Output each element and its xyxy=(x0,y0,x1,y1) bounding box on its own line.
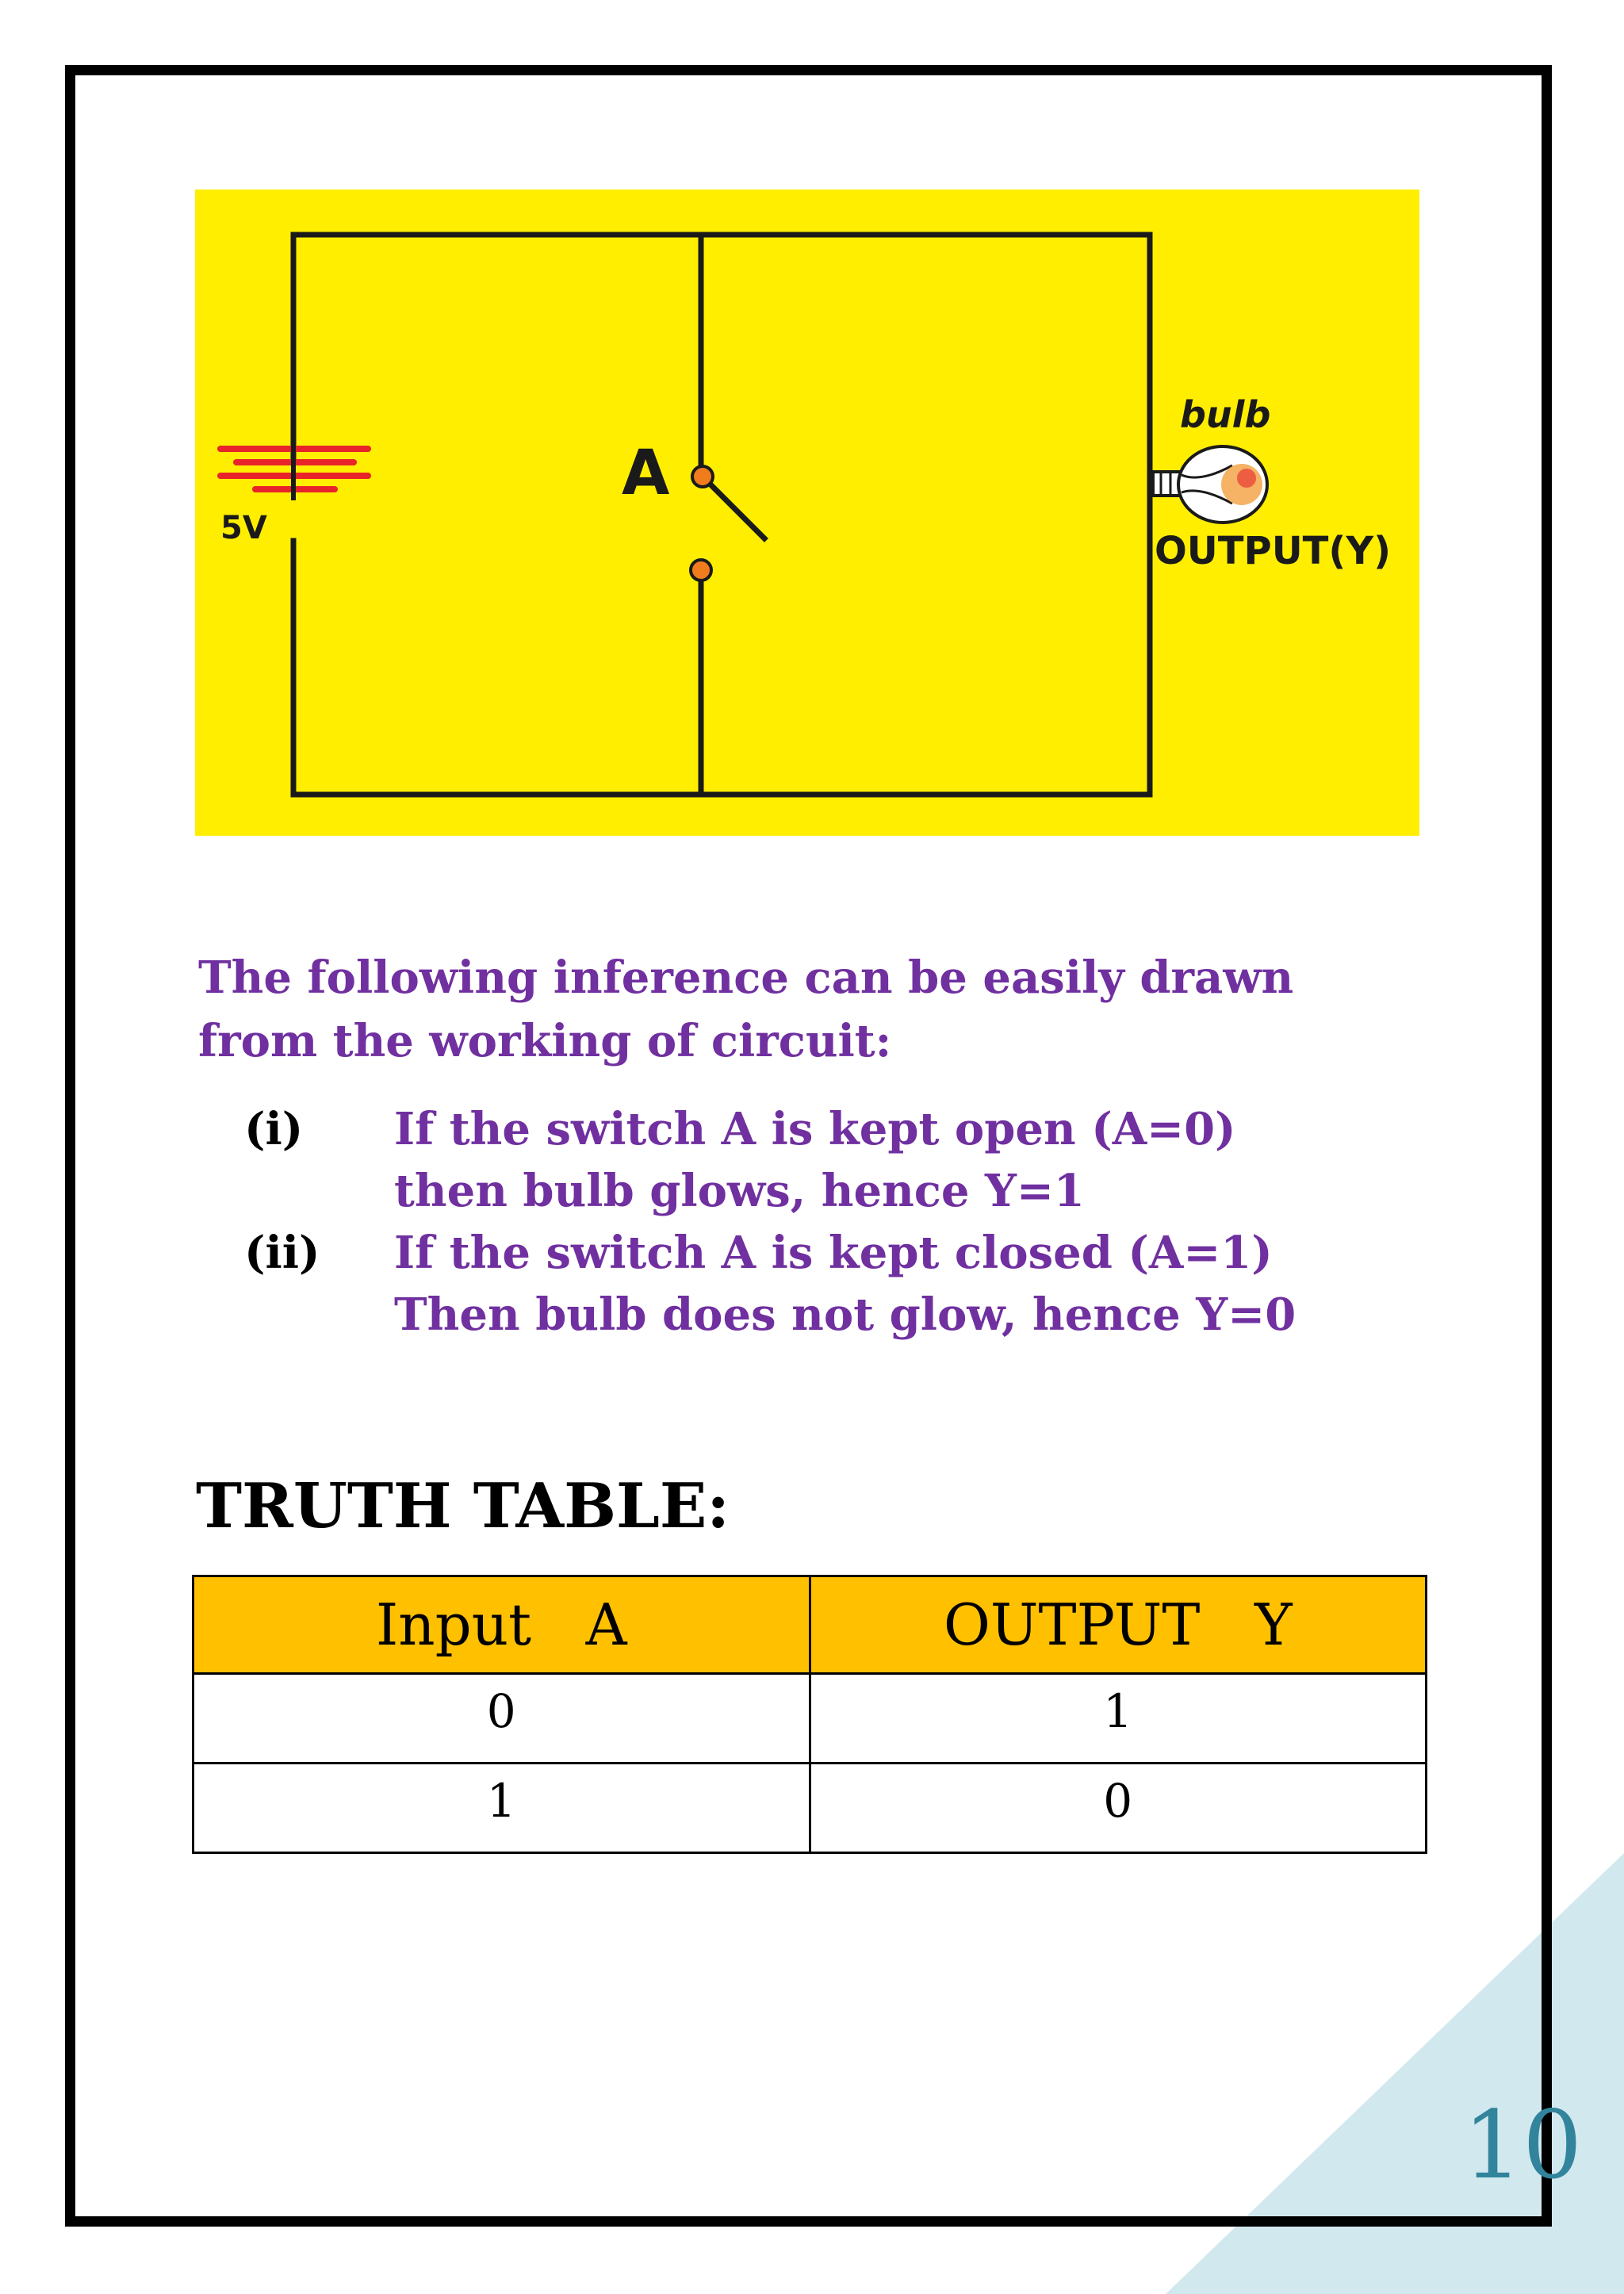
intro-line-1: The following inference can be easily drawn xyxy=(198,952,1294,1004)
point-text: If the switch A is kept open (A=0) xyxy=(394,1103,1236,1155)
point-row xyxy=(198,1160,1507,1222)
truth-table xyxy=(192,1575,1427,1854)
switch-label: A xyxy=(622,438,670,509)
bulb-label: bulb xyxy=(1180,393,1271,436)
table-row xyxy=(193,1764,1427,1853)
point-number: (i) xyxy=(244,1103,304,1155)
output-label: OUTPUT(Y) xyxy=(1155,529,1392,573)
page-number: 10 xyxy=(1463,2090,1583,2200)
point-row xyxy=(198,1222,1507,1284)
battery-label: 5V xyxy=(220,510,267,546)
column-header: Input A xyxy=(193,1576,810,1674)
switch-terminal-top xyxy=(692,466,713,487)
point-row xyxy=(198,1098,1507,1160)
inference-intro xyxy=(198,946,1467,1073)
inference-points xyxy=(198,1098,1507,1346)
table-cell: 0 xyxy=(193,1674,810,1764)
switch-terminal-bottom xyxy=(691,560,711,580)
table-cell: 1 xyxy=(193,1764,810,1853)
circuit-diagram xyxy=(195,190,1419,836)
table-cell: 1 xyxy=(810,1674,1427,1764)
intro-line-2: from the working of circuit: xyxy=(198,1015,892,1067)
column-header: OUTPUT Y xyxy=(810,1576,1427,1674)
point-row xyxy=(198,1284,1507,1346)
point-text: If the switch A is kept closed (A=1) xyxy=(394,1227,1273,1279)
point-text: then bulb glows, hence Y=1 xyxy=(394,1165,1085,1217)
table-cell: 0 xyxy=(810,1764,1427,1853)
point-number: (ii) xyxy=(244,1227,320,1279)
truth-table-title: TRUTH TABLE: xyxy=(196,1470,730,1542)
table-row xyxy=(193,1674,1427,1764)
table-header-row xyxy=(193,1576,1427,1674)
point-text: Then bulb does not glow, hence Y=0 xyxy=(394,1289,1297,1341)
